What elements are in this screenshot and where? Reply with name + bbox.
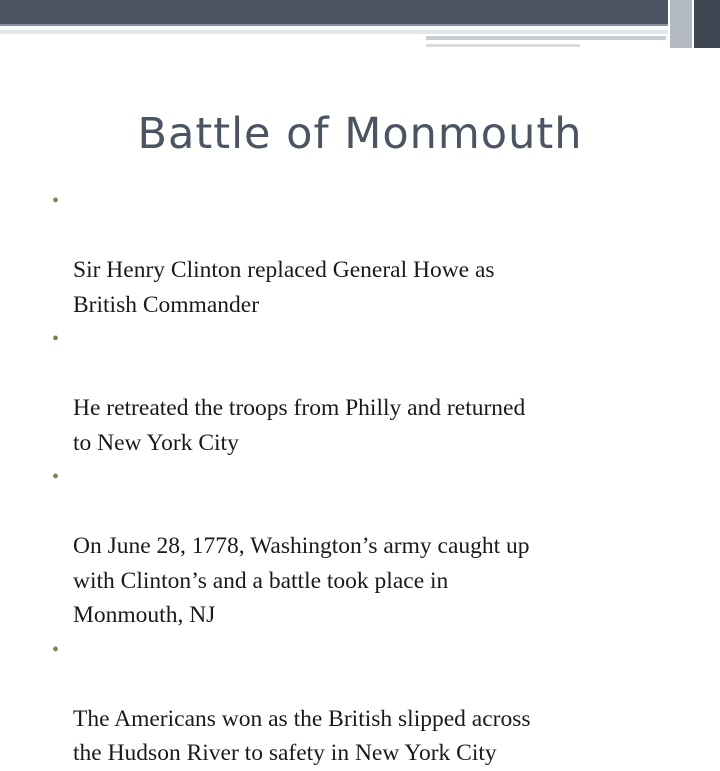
corner-bar-light [670,0,692,48]
bullet-icon: • [52,328,60,350]
header-light-stripe [0,30,720,34]
bullet-icon: • [52,190,60,212]
bullet-text: He retreated the troops from Philly and returned to New York City [73,395,526,456]
slide-title: Battle of Monmouth [137,109,583,159]
corner-bar-dark [694,0,720,48]
bullet-icon: • [52,638,60,661]
header-accent-line-2 [426,44,580,47]
bullet-text: Sir Henry Clinton replaced General Howe as British Commander [73,257,495,318]
bullet-list [50,184,690,771]
bullet-item [50,184,690,322]
bullet-item [50,460,690,633]
bullet-text: On June 28, 1778, Washington’s army caught up with Clinton’s and a battle took place in Monmouth, NJ [73,533,530,628]
header-bar [0,0,720,24]
bullet-item [50,633,690,771]
header-divider-line [0,24,720,26]
bullet-item [50,322,690,460]
bullet-text: The Americans won as the British slipped across the Hudson River to safety in New York City [73,705,531,766]
header-accent-line [426,36,666,40]
bullet-icon: • [52,466,60,488]
